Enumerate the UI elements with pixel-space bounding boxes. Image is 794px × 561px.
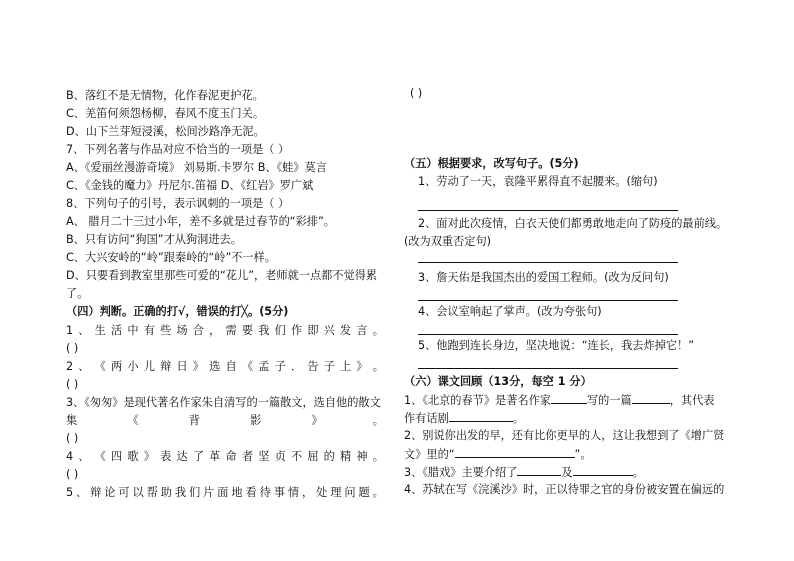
rewrite-2-line1: 2、面对此次疫情，白衣天使们都勇敢地走向了防疫的最前线。 (418, 217, 728, 230)
judge-3-line2 (66, 413, 384, 429)
judge-4-char: 》 (143, 450, 155, 463)
judge-2-char: 日 (176, 360, 188, 373)
rewrite-3-answer-line[interactable] (418, 300, 678, 301)
judge-5-char: 们 (189, 486, 201, 499)
judge-4-char: 表 (160, 450, 172, 463)
judge-1-char: 我 (258, 324, 270, 337)
q8-option-c: C、大兴安岭的“岭”跟秦岭的“岭”不一样。 (66, 251, 276, 264)
rewrite-3: 3、詹天佑是我国杰出的爱国工程师。(改为反问句) (418, 271, 669, 284)
judge-1-char: 要 (241, 324, 254, 337)
judge-1-answer-paren[interactable]: ( ) (66, 342, 79, 355)
judge-4-answer-paren[interactable]: ( ) (66, 468, 79, 481)
judge-1-char: 言 (356, 324, 368, 337)
judge-5-char: 理 (330, 486, 342, 499)
judge-3-char: 影 (250, 414, 262, 427)
judge-3-char: 》 (311, 414, 323, 427)
section-6-heading: （六）课文回顾（13分，每空 1 分） (404, 375, 592, 388)
judge-5-char: 。 (372, 486, 384, 499)
judge-4-char: 屈 (307, 450, 319, 463)
judge-2-char: 自 (225, 360, 237, 373)
judge-4-char: 的 (323, 450, 335, 463)
judge-5-char: 题 (358, 486, 370, 499)
judge-5-char: 以 (132, 486, 144, 499)
judge-1-char: 们 (274, 324, 286, 337)
judge-1 (66, 323, 384, 339)
q8-question: 8、下列句子的引号，表示讽刺的一项是（ ） (66, 197, 290, 210)
judge-2-char: 选 (209, 360, 221, 373)
judge-1-char: ， (209, 324, 221, 337)
judge-2-char: 》 (192, 360, 204, 373)
recall-3-text: 。 (632, 466, 644, 479)
recall-1-text: 写的一篇 (586, 394, 632, 407)
judge-1-char: 发 (340, 324, 352, 337)
judge-4-char: 《 (94, 450, 106, 463)
judge-5-char: 地 (231, 486, 243, 499)
judge-1-char: 需 (225, 324, 237, 337)
judge-2-char: ． (290, 360, 303, 373)
judge-2-char: 《 (94, 360, 106, 373)
recall-3-blank-1[interactable] (517, 464, 561, 476)
rewrite-2-line2: (改为双重否定句) (404, 235, 492, 248)
judge-3-char: 《 (127, 414, 139, 427)
q8-answer-paren[interactable]: ( ) (410, 87, 423, 100)
judge-4-char: 歌 (127, 450, 139, 463)
judge-3-answer-paren[interactable]: ( ) (66, 432, 79, 445)
q8-option-b: B、只有访问“狗国”才从狗洞进去。 (66, 233, 242, 246)
judge-2-char: 子 (274, 360, 286, 373)
judge-4-char: 达 (176, 450, 188, 463)
judge-1-char: 生 (94, 324, 106, 337)
judge-4-char: 坚 (258, 450, 270, 463)
recall-3-text: 及 (561, 466, 573, 479)
rewrite-1: 1、劳动了一天，袁隆平累得直不起腰来。(缩句) (418, 175, 658, 188)
q8-option-d-line1: D、只要看到教室里那些可爱的“花儿”，老师就一点都不觉得累 (66, 269, 378, 282)
recall-2-text: 文》里的“ (404, 448, 455, 461)
judge-5-char: 看 (245, 486, 257, 499)
judge-1-char: 中 (127, 324, 139, 337)
judge-3-char: 集 (66, 414, 78, 427)
judge-5-char: 帮 (146, 486, 158, 499)
judge-4-char: 贞 (274, 450, 286, 463)
judge-2-char: 子 (323, 360, 335, 373)
recall-1-blank-play[interactable] (449, 410, 513, 422)
rewrite-5: 5、他跑到连长身边，坚决地说：“连长，我去炸掉它！” (418, 339, 695, 352)
judge-3-char: 背 (188, 414, 200, 427)
judge-4-char: 四 (111, 450, 123, 463)
judge-4-char: 革 (209, 450, 221, 463)
judge-4 (66, 449, 384, 465)
judge-4-char: 神 (356, 450, 368, 463)
judge-1-char: 作 (290, 324, 303, 337)
rewrite-5-answer-line[interactable] (418, 368, 678, 369)
judge-2-char: 两 (111, 360, 123, 373)
judge-1-char: 1 (66, 324, 74, 337)
judge-2-char: 孟 (258, 360, 270, 373)
recall-2-line1: 2、别说你出发的早，还有比你更早的人，这让我想到了《增广贤 (404, 429, 725, 442)
judge-3-line1: 3、《匆匆》是现代著名作家朱自清写的一篇散文，选自他的散文 (66, 396, 381, 409)
judge-1-char: 活 (111, 324, 123, 337)
judge-2-char: 告 (307, 360, 319, 373)
judge-5-char: 辩 (90, 486, 102, 499)
section-4-heading: （四）判断。正确的打√，错误的打╳。(5分) (66, 305, 289, 318)
recall-2-text: ”。 (574, 448, 592, 461)
q7-options-cd: C、《金钱的魔力》丹尼尔.笛福 D、《红岩》罗广斌 (66, 179, 314, 192)
judge-4-char: 、 (78, 450, 90, 463)
judge-1-char: 合 (192, 324, 204, 337)
judge-4-char: 精 (340, 450, 352, 463)
judge-1-char: 、 (78, 324, 90, 337)
rewrite-4-answer-line[interactable] (418, 334, 678, 335)
rewrite-4: 4、会议室响起了掌声。(改为夸张句) (418, 305, 602, 318)
q6-option-d: D、山下兰芽短浸溪，松间沙路净无泥。 (66, 125, 265, 138)
q8-option-d-line2: 了。 (66, 287, 89, 300)
judge-2-char: 、 (78, 360, 90, 373)
judge-5-char: 问 (344, 486, 356, 499)
judge-1-char: 些 (160, 324, 172, 337)
judge-5 (66, 485, 384, 501)
judge-5-char: 面 (217, 486, 229, 499)
recall-2-blank-quote[interactable] (455, 446, 575, 458)
q6-option-b: B、落红不是无情物，化作春泥更护花。 (66, 89, 264, 102)
judge-4-char: 4 (66, 450, 74, 463)
q7-options-ab: A、《爱丽丝漫游奇境》 刘易斯.卡罗尔 B、《蛙》莫言 (66, 161, 327, 174)
recall-4: 4、苏轼在写《浣溪沙》时，正以待罪之官的身份被安置在偏远的 (404, 483, 725, 496)
recall-1-text: 作有话剧 (404, 412, 449, 425)
judge-2-char: 儿 (143, 360, 155, 373)
judge-5-char: 待 (259, 486, 271, 499)
recall-1-blank-genre[interactable] (632, 392, 670, 404)
judge-4-char: 者 (241, 450, 254, 463)
judge-5-char: 处 (316, 486, 328, 499)
judge-5-char: 可 (118, 486, 130, 499)
judge-2 (66, 359, 384, 375)
recall-1-text: 。 (512, 412, 524, 425)
judge-3-char: 。 (372, 414, 384, 427)
q7-question: 7、下列名著与作品对应不恰当的一项是（ ） (66, 143, 290, 156)
recall-1-text: ，其代表 (669, 394, 715, 407)
judge-5-char: 、 (76, 486, 88, 499)
judge-1-char: 场 (176, 324, 188, 337)
recall-1-line2 (404, 410, 524, 426)
judge-2-char: 。 (372, 360, 384, 373)
recall-3 (404, 464, 644, 480)
judge-5-char: 情 (287, 486, 300, 499)
judge-5-char: ， (302, 486, 314, 499)
recall-3-text: 3、《腊戏》主要介绍了 (404, 466, 518, 479)
judge-4-char: 了 (192, 450, 204, 463)
judge-4-char: 。 (372, 450, 384, 463)
recall-2-line2 (404, 446, 592, 462)
recall-1-line1 (404, 392, 715, 408)
judge-2-char: 小 (127, 360, 139, 373)
q8-option-a: A、 腊月二十三过小年，差不多就是过春节的“彩排”。 (66, 215, 335, 228)
judge-1-char: 。 (372, 324, 384, 337)
judge-2-char: 《 (241, 360, 254, 373)
judge-2-char: 上 (340, 360, 352, 373)
judge-5-char: 我 (174, 486, 187, 499)
judge-1-char: 即 (307, 324, 319, 337)
judge-5-char: 论 (104, 486, 116, 499)
judge-4-char: 命 (225, 450, 237, 463)
judge-1-char: 兴 (323, 324, 335, 337)
judge-5-char: 5 (66, 486, 74, 499)
judge-4-char: 不 (290, 450, 303, 463)
judge-2-char: 辩 (160, 360, 172, 373)
judge-1-char: 有 (143, 324, 155, 337)
judge-5-char: 助 (160, 486, 172, 499)
recall-1-blank-author[interactable] (551, 392, 587, 404)
judge-2-char: 2 (66, 360, 74, 373)
section-5-heading: （五）根据要求，改写句子。(5分) (404, 157, 579, 170)
recall-1-text: 1、《北京的春节》是著名作家 (404, 394, 551, 407)
rewrite-2-answer-line[interactable] (418, 262, 678, 263)
judge-5-char: 片 (203, 486, 215, 499)
judge-5-char: 事 (273, 486, 285, 499)
q6-option-c: C、羌笛何须怨杨柳，春风不度玉门关。 (66, 107, 265, 120)
judge-2-answer-paren[interactable]: ( ) (66, 378, 79, 391)
recall-3-blank-2[interactable] (573, 464, 633, 476)
rewrite-1-answer-line[interactable] (418, 210, 678, 211)
judge-2-char: 》 (356, 360, 368, 373)
